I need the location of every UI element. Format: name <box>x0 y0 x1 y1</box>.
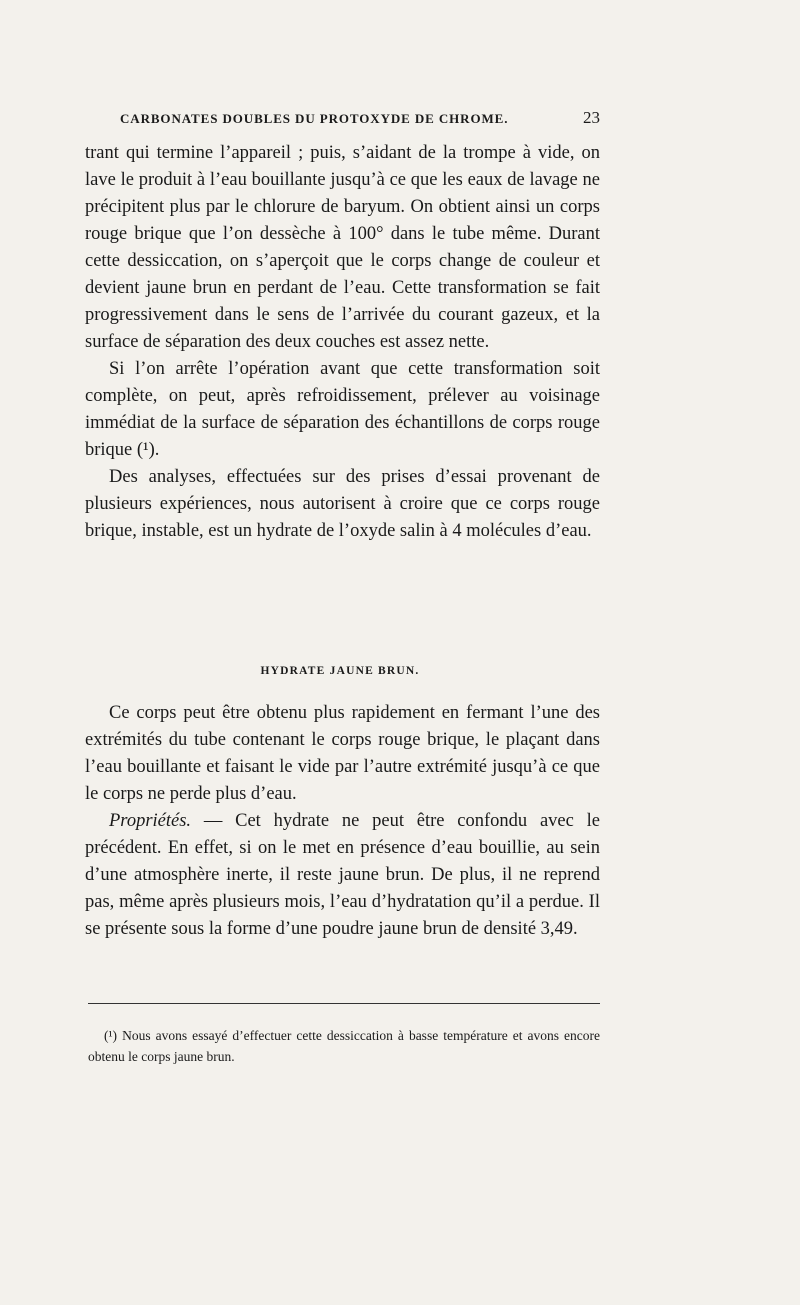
page-number: 23 <box>583 108 600 127</box>
properties-text: — Cet hydrate ne peut être confondu avec le précédent. En effet, si on le met en présence d’eau bouillie, au sein d’une atmosphère inerte, il reste jaune brun. De plus, il ne reprend pas, même après plusieurs mois, l’eau d’hydratation qu’il a perdue. Il se présente sous la forme d’une poudre jaune brun de densité 3,49. <box>85 811 600 939</box>
footnote-text: (¹) Nous avons essayé d’effectuer cette dessiccation à basse température et avons encore obtenu le corps jaune brun. <box>88 1028 600 1064</box>
footnote-divider <box>88 1003 600 1004</box>
properties-paragraph <box>85 808 600 943</box>
paragraph: Si l’on arrête l’opération avant que cette transformation soit complète, on peut, après refroidissement, prélever au voisinage immédiat de la surface de séparation des échantillons de corps rouge brique (¹). <box>85 359 600 460</box>
running-head <box>120 108 600 128</box>
running-title: CARBONATES DOUBLES DU PROTOXYDE DE CHROME. <box>120 111 509 126</box>
section-heading: HYDRATE JAUNE BRUN. <box>260 665 420 677</box>
body-text-top <box>85 140 600 545</box>
properties-label: Propriétés. <box>109 811 192 831</box>
paragraph: Ce corps peut être obtenu plus rapidement en fermant l’une des extrémités du tube contenant le corps rouge brique, le plaçant dans l’eau bouillante et faisant le vide par l’autre extrémité jusqu’à ce que le corps ne perde plus d’eau. <box>85 703 600 804</box>
body-text-bottom <box>85 700 600 943</box>
paragraph: trant qui termine l’appareil ; puis, s’aidant de la trompe à vide, on lave le produit à l’eau bouillante jusqu’à ce que les eaux de lavage ne précipitent plus par le chlorure de baryum. On obtient ainsi un corps rouge brique que l’on dessèche à 100° dans le tube même. Durant cette dessiccation, on s’aperçoit que le corps change de couleur et devient jaune brun en perdant de l’eau. Cette transformation se fait progressivement dans le sens de l’arrivée du courant gazeux, et la surface de séparation des deux couches est assez nette. <box>85 143 600 352</box>
paragraph: Des analyses, effectuées sur des prises d’essai provenant de plusieurs expériences, nous autorisent à croire que ce corps rouge brique, instable, est un hydrate de l’oxyde salin à 4 molécules d’eau. <box>85 467 600 541</box>
footnote <box>88 1025 600 1067</box>
